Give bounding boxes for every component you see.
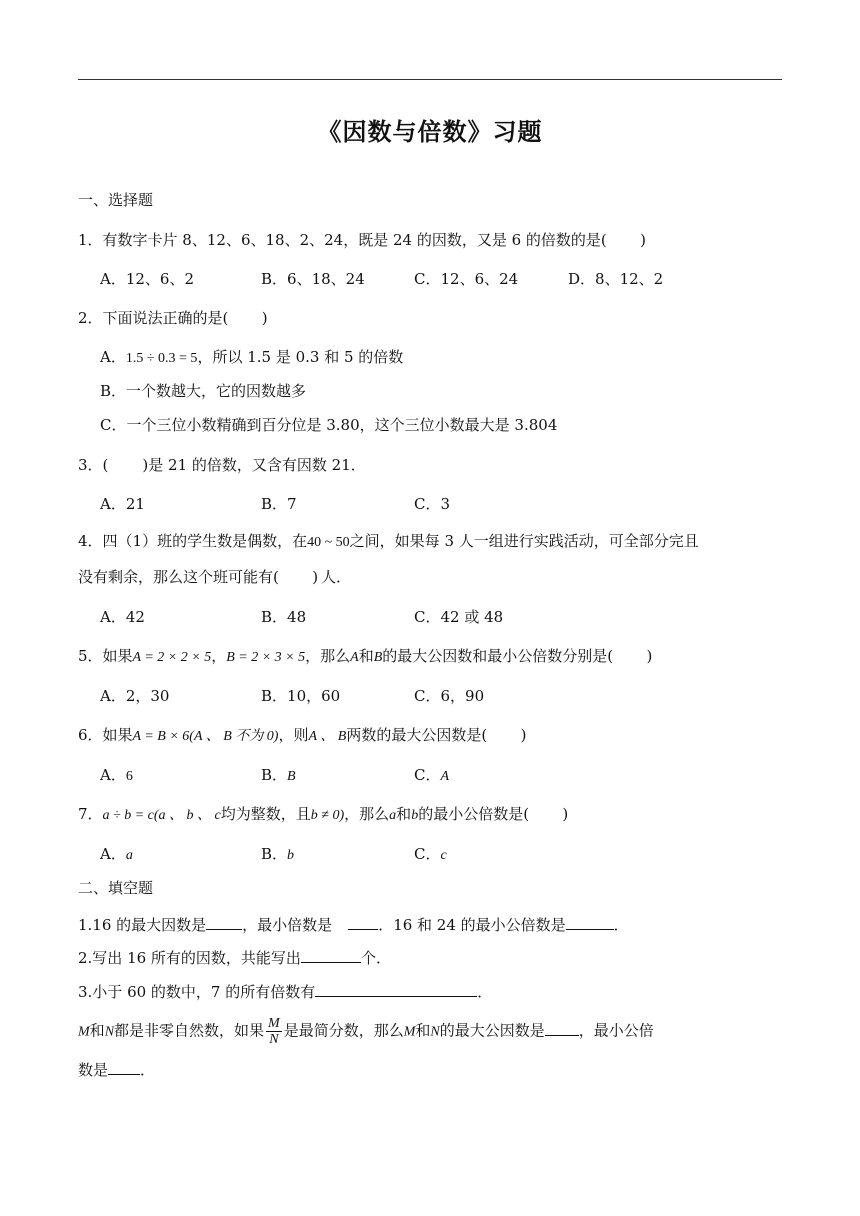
q4-option-c: C．42 或 48	[414, 608, 504, 626]
question-4-stem-a: 4．四（1）班的学生数是偶数，在	[78, 532, 308, 550]
question-6	[78, 724, 527, 748]
question-7-cond: b ≠ 0)	[310, 808, 345, 823]
fill-1-text-b: ，最小倍数是	[242, 916, 333, 934]
question-5-stem-d: 的最大公因数和最小公倍数分别是	[382, 647, 608, 665]
question-6-stem-c: 两数的最大公因数是	[346, 726, 482, 744]
q6-option-b-label: B．	[261, 766, 288, 784]
fill-2-text-b: 个．	[360, 949, 391, 967]
fraction-m-over-n	[266, 1016, 282, 1047]
q7-option-c-label: C．	[414, 845, 441, 863]
question-1-stem: 1．有数字卡片 8、12、6、18、2、24，既是 24 的因数，又是 6 的倍数的是	[78, 231, 601, 249]
q1-option-c: C．12、6、24	[414, 270, 519, 288]
fill-question-4-line-1	[78, 1016, 654, 1047]
q2-option-a-math: 1.5 ÷ 0.3 = 5	[125, 351, 198, 366]
fill-4-text-and: 和	[415, 1021, 431, 1040]
q1-option-b: B．6、18、24	[261, 270, 365, 288]
answer-parentheses: ( )	[607, 647, 653, 665]
q6-option-c-label: C．	[414, 766, 441, 784]
q2-option-c: C．一个三位小数精确到百分位是 3.80，这个三位小数最大是 3.804	[100, 416, 558, 434]
fill-4-text-f: 数是	[78, 1061, 109, 1079]
fill-4-var-m-2: M	[403, 1024, 416, 1040]
header-rule	[78, 79, 782, 80]
q2-option-a-label: A．	[100, 348, 126, 366]
q4-option-b: B．48	[261, 608, 307, 626]
question-1	[78, 229, 647, 251]
question-7-stem-e: 的最小公倍数是	[418, 805, 524, 823]
question-7-stem-a: 7．	[78, 805, 103, 823]
question-5-var-a: A	[350, 650, 359, 665]
fill-question-3	[78, 980, 492, 1003]
q3-option-a: A．21	[100, 495, 145, 513]
fill-4-text-d: 的最大公因数是	[439, 1021, 545, 1040]
q5-option-a: A．2，30	[100, 687, 170, 705]
q7-option-b-value: b	[287, 848, 295, 863]
question-5-expr-a: A = 2 × 2 × 5	[132, 650, 212, 665]
question-6-stem-a: 6．如果	[78, 726, 133, 744]
section-heading-choice: 一、选择题	[78, 191, 154, 209]
q3-option-b: B．7	[261, 495, 297, 513]
answer-parentheses: ( )	[273, 568, 319, 586]
fill-1-text-c: ．16 和 24 的最小公倍数是	[378, 916, 566, 934]
q1-option-a: A．12、6、2	[100, 270, 195, 288]
fill-4-var-n-2: N	[430, 1024, 440, 1040]
question-5	[78, 645, 653, 669]
q6-option-a-label: A．	[100, 766, 126, 784]
fraction-denominator: N	[269, 1032, 279, 1047]
question-6-stem-b: ，则	[278, 726, 309, 744]
q6-option-c	[414, 764, 449, 788]
question-7	[78, 803, 569, 827]
q1-option-d: D．8、12、2	[568, 270, 664, 288]
question-3	[78, 454, 366, 476]
fill-blank[interactable]	[566, 913, 614, 930]
fill-4-var-n: N	[104, 1024, 115, 1040]
question-2-stem: 2．下面说法正确的是	[78, 309, 223, 327]
fill-3-text-b: ．	[477, 983, 493, 1001]
question-4-line-2	[78, 566, 351, 588]
q7-option-a-value: a	[125, 848, 133, 863]
q2-option-b: B．一个数越大，它的因数越多	[100, 382, 307, 400]
q5-option-c: C．6，90	[414, 687, 485, 705]
fill-3-text-a: 3.小于 60 的数中，7 的所有倍数有	[78, 983, 316, 1001]
question-2	[78, 307, 269, 329]
question-4-stem-b: 之间，如果每 3 人一组进行实践活动，可全部分完且	[349, 532, 699, 550]
q7-option-c	[414, 843, 447, 867]
q4-option-a: A．42	[100, 608, 145, 626]
answer-parentheses: ( )	[600, 231, 647, 249]
question-7-var-a: a	[389, 808, 397, 823]
fill-1-text-d: ．	[613, 916, 629, 934]
q6-option-c-value: A	[440, 769, 450, 784]
fill-4-text-e: ，最小公倍	[578, 1021, 654, 1040]
fill-2-text-a: 2.写出 16 所有的因数，共能写出	[78, 949, 301, 967]
q2-option-a-text: ，所以 1.5 是 0.3 和 5 的倍数	[197, 348, 404, 366]
fraction-numerator: M	[268, 1016, 280, 1031]
question-6-vars: A 、 B	[308, 729, 347, 744]
question-7-stem-d: 和	[396, 805, 412, 823]
fill-question-1	[78, 913, 629, 936]
question-4-range: 40 ~ 50	[307, 535, 350, 550]
q6-option-b-value: B	[287, 769, 296, 784]
question-7-var-b: b	[411, 808, 419, 823]
question-7-expr: a ÷ b = c(a 、 b 、 c	[102, 808, 221, 823]
question-7-stem-b: 均为整数，且	[220, 805, 311, 823]
q2-option-a	[100, 346, 403, 370]
fill-1-text-a: 1.16 的最大因数是	[78, 916, 207, 934]
question-5-comma: ，	[211, 647, 227, 665]
fill-blank[interactable]	[108, 1058, 140, 1075]
question-5-stem-a: 5．如果	[78, 647, 133, 665]
question-3-stem-prefix: 3．(	[78, 456, 109, 474]
question-7-stem-c: ，那么	[344, 805, 390, 823]
question-5-expr-b: B = 2 × 3 × 5	[226, 650, 306, 665]
fill-blank[interactable]	[206, 913, 242, 930]
question-4-stem-d: 人．	[321, 568, 352, 586]
q7-option-b	[261, 843, 294, 867]
question-4-stem-c: 没有剩余，那么这个班可能有	[78, 568, 274, 586]
q7-option-a-label: A．	[100, 845, 126, 863]
section-heading-fill: 二、填空题	[78, 879, 154, 897]
answer-parentheses: ( )	[222, 309, 268, 327]
q7-option-b-label: B．	[261, 845, 288, 863]
answer-parentheses: ( )	[481, 726, 527, 744]
answer-parentheses: ( )	[523, 805, 569, 823]
fill-blank[interactable]	[315, 980, 477, 997]
question-5-var-b: B	[373, 650, 383, 665]
question-4-line-1	[78, 530, 699, 554]
q5-option-b: B．10，60	[261, 687, 341, 705]
question-6-expr: A = B × 6(A 、 B 不为 0)	[132, 729, 279, 744]
fill-4-text-c: 是最简分数，那么	[283, 1021, 404, 1040]
q6-option-a	[100, 764, 133, 788]
fill-question-2	[78, 946, 391, 969]
question-3-stem-suffix: )是 21 的倍数，又含有因数 21．	[142, 456, 366, 474]
fill-4-text-g: ．	[140, 1061, 156, 1079]
q6-option-b	[261, 764, 296, 788]
q6-option-a-value: 6	[125, 769, 133, 784]
fill-blank[interactable]	[545, 1019, 579, 1036]
fill-question-4-line-2	[78, 1058, 155, 1081]
fill-4-text-a: 和	[89, 1021, 105, 1040]
fill-blank[interactable]	[348, 913, 378, 930]
question-5-stem-b: ，那么	[305, 647, 351, 665]
fill-4-text-b: 都是非零自然数，如果	[114, 1021, 265, 1040]
page-title: 《因数与倍数》习题	[317, 117, 543, 146]
q7-option-a	[100, 843, 133, 867]
fill-blank[interactable]	[301, 946, 361, 963]
q3-option-c: C．3	[414, 495, 451, 513]
fill-4-var-m: M	[78, 1024, 90, 1040]
q7-option-c-value: c	[440, 848, 447, 863]
question-5-stem-c: 和	[358, 647, 374, 665]
